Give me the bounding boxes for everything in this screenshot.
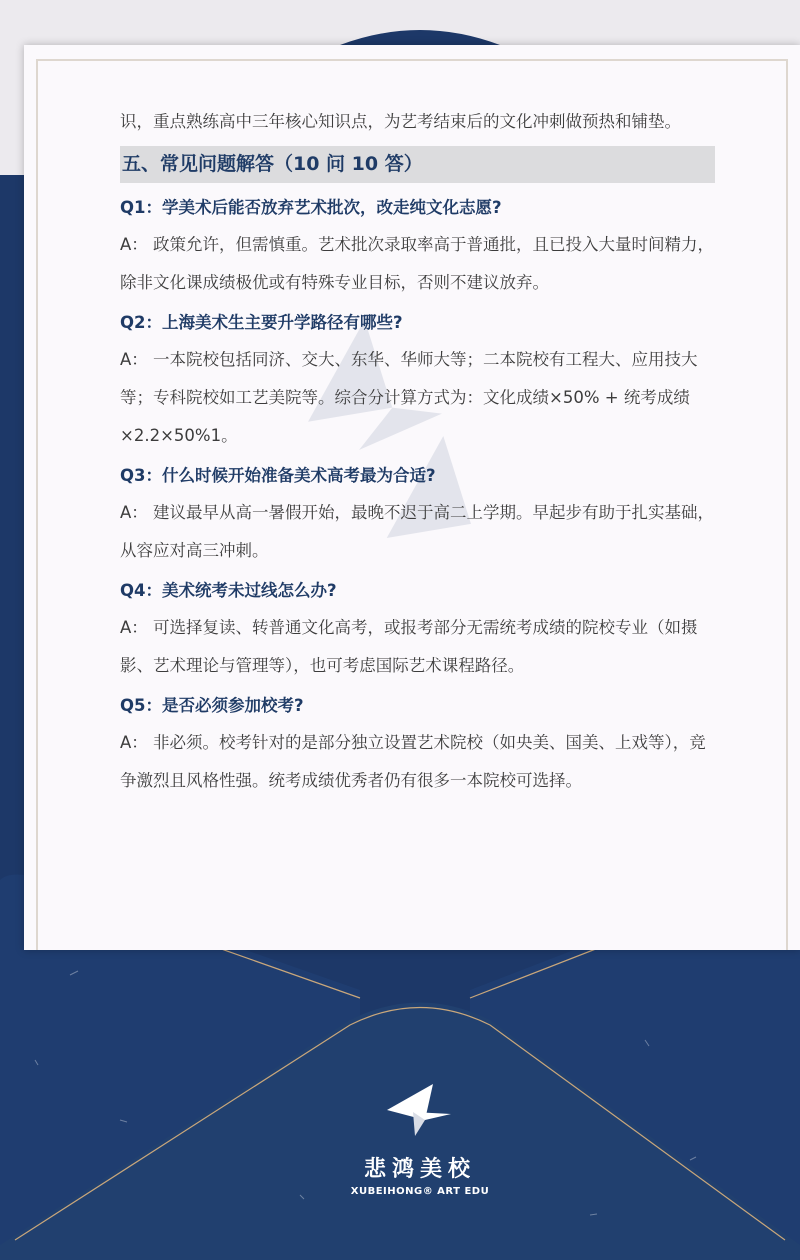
faq-question: Q2：上海美术生主要升学路径有哪些? [120,313,403,332]
faq-item [120,572,715,685]
brand-logo [340,1080,500,1197]
faq-item [120,457,715,570]
article-content [120,103,715,802]
brand-name-cn: 悲鸿美校 [363,1157,476,1182]
faq-answer: A： 一本院校包括同济、交大、东华、华师大等；二本院校有工程大、应用技大等；专科院校如工艺美院等。综合分计算方式为：文化成绩×50% + 统考成绩×2.2×50%1。 [120,350,698,445]
faq-answer: A： 政策允许，但需慎重。艺术批次录取率高于普通批，且已投入大量时间精力，除非文化课成绩极优或有特殊专业目标，否则不建议放弃。 [120,235,715,292]
faq-item [120,304,715,455]
faq-item [120,687,715,800]
faq-question: Q4：美术统考未过线怎么办? [120,581,337,600]
faq-question: Q5：是否必须参加校考? [120,696,304,715]
paper-plane-icon [385,1080,455,1140]
faq-answer: A： 建议最早从高一暑假开始，最晚不迟于高二上学期。早起步有助于扎实基础，从容应对高三冲刺。 [120,503,715,560]
faq-answer: A： 非必须。校考针对的是部分独立设置艺术院校（如央美、国美、上戏等），竞争激烈且风格性强。统考成绩优秀者仍有很多一本院校可选择。 [120,733,706,790]
faq-answer: A： 可选择复读、转普通文化高考，或报考部分无需统考成绩的院校专业（如摄影、艺术理论与管理等），也可考虑国际艺术课程路径。 [120,618,698,675]
intro-paragraph: 识，重点熟练高中三年核心知识点，为艺考结束后的文化冲刺做预热和铺垫。 [120,112,681,131]
section-heading: 五、常见问题解答（10 问 10 答） [120,146,715,183]
faq-question: Q3：什么时候开始准备美术高考最为合适? [120,466,436,485]
brand-name-en: XUBEIHONG® ART EDU [350,1186,490,1197]
faq-item [120,189,715,302]
faq-question: Q1：学美术后能否放弃艺术批次，改走纯文化志愿? [120,198,502,217]
